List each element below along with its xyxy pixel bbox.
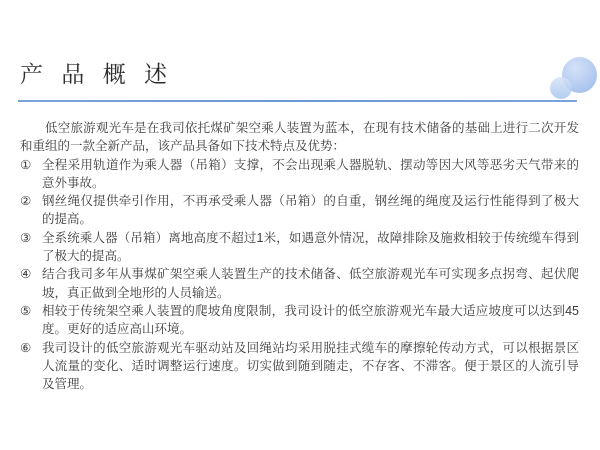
feature-text-4: 结合我司多年从事煤矿架空乘人装置生产的技术储备、低空旅游观光车可实现多点拐弯、起伏爬坡，真正做到全地形的人员输送。 [42,267,579,300]
feature-item-5 [20,302,579,339]
feature-marker-3: ③ [20,230,32,245]
feature-item-3 [20,229,579,266]
feature-item-4 [20,265,579,302]
feature-marker-6: ⑥ [20,340,32,355]
feature-item-6 [20,339,579,394]
feature-marker-4: ④ [20,267,32,282]
feature-list [20,156,579,394]
feature-text-3: 全系统乘人器（吊箱）离地高度不超过1米，如遇意外情况，故障排除及施救相较于传统缆车得到了极大的提高。 [42,230,579,264]
feature-item-1 [20,156,579,193]
feature-text-6: 我司设计的低空旅游观光车驱动站及回绳站均采用脱挂式缆车的摩擦轮传动方式，可以根据景区人流量的变化、适时调整运行速度。切实做到随到随走，不存客、不滞客。便于景区的人流引导及管理。 [42,340,579,392]
feature-text-2: 钢丝绳仅提供牵引作用，不再承受乘人器（吊箱）的自重，钢丝绳的绳度及运行性能得到了极大的提高。 [42,194,579,227]
feature-marker-1: ① [20,157,32,172]
feature-text-5: 相较于传统架空乘人装置的爬坡角度限制，我司设计的低空旅游观光车最大适应坡度可以达到45度。更好的适应高山环境。 [42,303,579,337]
title-underline [18,100,577,102]
feature-marker-2: ② [20,194,32,209]
feature-marker-5: ⑤ [20,303,32,318]
intro-paragraph: 低空旅游观光车是在我司依托煤矿架空乘人装置为蓝本，在现有技术储备的基础上进行二次开发和重组的一款全新产品，该产品具备如下技术特点及优势： [20,121,579,154]
page-title: 产 品 概 述 [20,61,174,87]
decorative-circle-small [550,77,572,99]
slide-body [20,119,579,393]
feature-text-1: 全程采用轨道作为乘人器（吊箱）支撑，不会出现乘人器脱轨、摆动等因大风等恶劣天气带来的意外事故。 [42,157,579,190]
feature-item-2 [20,192,579,229]
